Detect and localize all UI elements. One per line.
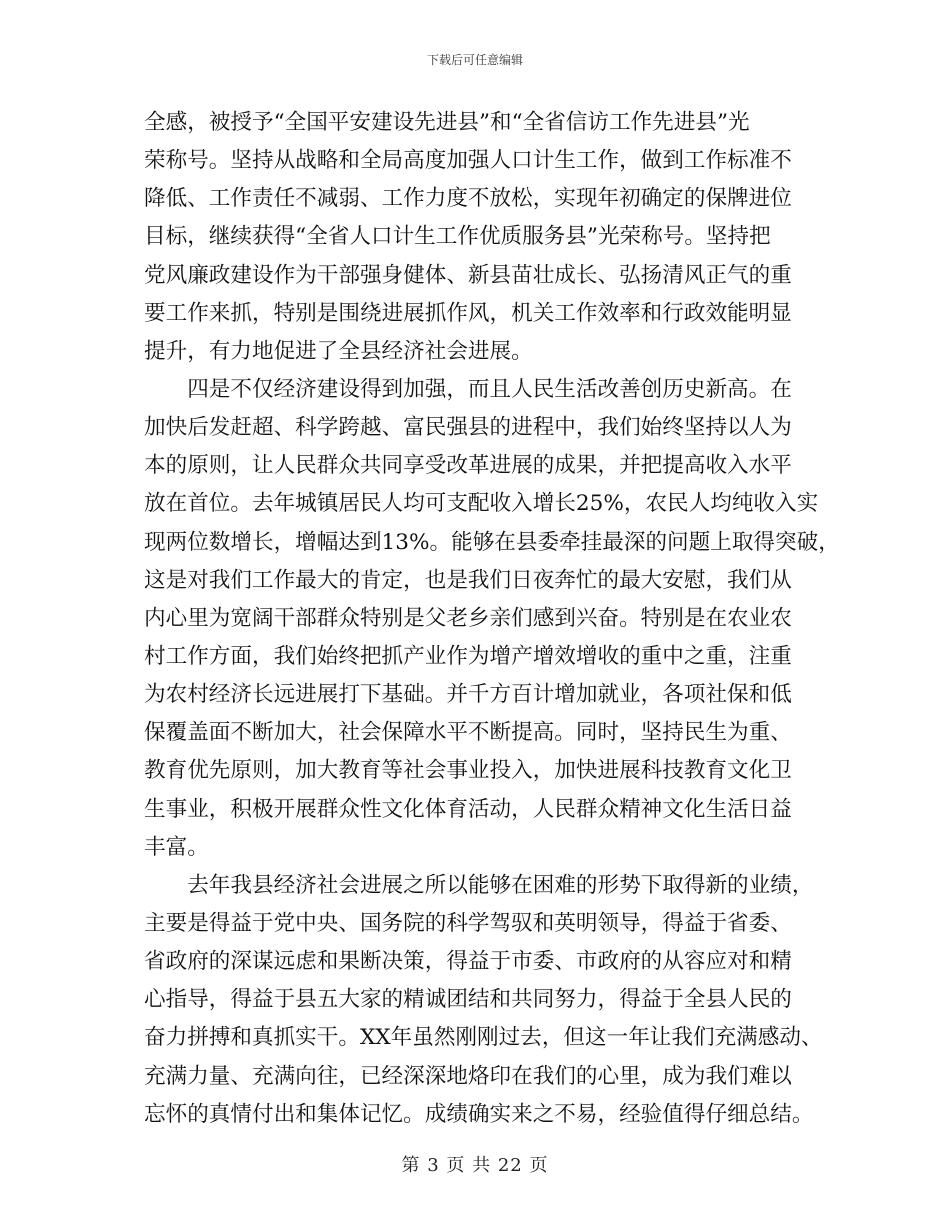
text-line: 提升，有力地促进了全县经济社会进展。 [144,338,533,364]
text-line: 去年我县经济社会进展之所以能够在困难的形势下取得新的业绩， [144,872,814,898]
text-line: 内心里为宽阔干部群众特别是父老乡亲们感到兴奋。特别是在农业农 [144,605,792,631]
text-line: 现两位数增长，增幅达到13%。能够在县委牵挂最深的问题上取得突破， [144,529,840,555]
page-number: 第 3 页 共 22 页 [401,1155,549,1176]
text-line: 省政府的深谋远虑和果断决策，得益于市委、市政府的从容应对和精 [144,949,792,975]
text-line: 心指导，得益于县五大家的精诚团结和共同努力，得益于全县人民的 [144,987,792,1013]
text-line: 四是不仅经济建设得到加强，而且人民生活改善创历史新高。在 [144,376,792,402]
text-line: 全感，被授予“全国平安建设先进县”和“全省信访工作先进县”光 [144,110,750,135]
text-line: 村工作方面，我们始终把抓产业作为增产增效增收的重中之重，注重 [144,643,792,669]
text-line: 目标，继续获得“全省人口计生工作优质服务县”光荣称号。坚持把 [144,224,771,250]
text-line: 荣称号。坚持从战略和全局高度加强人口计生工作，做到工作标准不 [144,148,792,174]
text-line: 保覆盖面不断加大，社会保障水平不断提高。同时，坚持民生为重、 [144,720,792,746]
text-line: 奋力拼搏和真抓实干。XX年虽然刚刚过去，但这一年让我们充满感动、 [144,1025,823,1051]
text-line: 党风廉政建设作为干部强身健体、新县苗壮成长、弘扬清风正气的重 [144,262,792,288]
text-line: 这是对我们工作最大的肯定，也是我们日夜奔忙的最大安慰，我们从 [144,567,792,593]
text-line: 要工作来抓，特别是围绕进展抓作风，机关工作效率和行政效能明显 [144,300,792,326]
text-line: 本的原则，让人民群众共同享受改革进展的成果，并把提高收入水平 [144,453,792,479]
text-line: 主要是得益于党中央、国务院的科学驾驭和英明领导，得益于省委、 [144,910,792,936]
document-body [144,104,840,1134]
text-line: 为农村经济长远进展打下基础。并千方百计增加就业，各项社保和低 [144,682,792,708]
text-line: 丰富。 [144,834,209,860]
text-line: 充满力量、充满向往，已经深深地烙印在我们的心里，成为我们难以 [144,1063,792,1089]
page-header: 下载后可任意编辑 [426,53,523,67]
text-line: 生事业，积极开展群众性文化体育活动，人民群众精神文化生活日益 [144,796,792,822]
text-line: 忘怀的真情付出和集体记忆。成绩确实来之不易，经验值得仔细总结。 [144,1101,814,1127]
text-line: 加快后发赶超、科学跨越、富民强县的进程中，我们始终坚持以人为 [144,415,792,441]
text-line: 降低、工作责任不减弱、工作力度不放松，实现年初确定的保牌进位 [144,186,792,212]
text-line: 放在首位。去年城镇居民人均可支配收入增长25%，农民人均纯收入实 [144,491,819,517]
text-line: 教育优先原则，加大教育等社会事业投入，加快进展科技教育文化卫 [144,758,792,784]
